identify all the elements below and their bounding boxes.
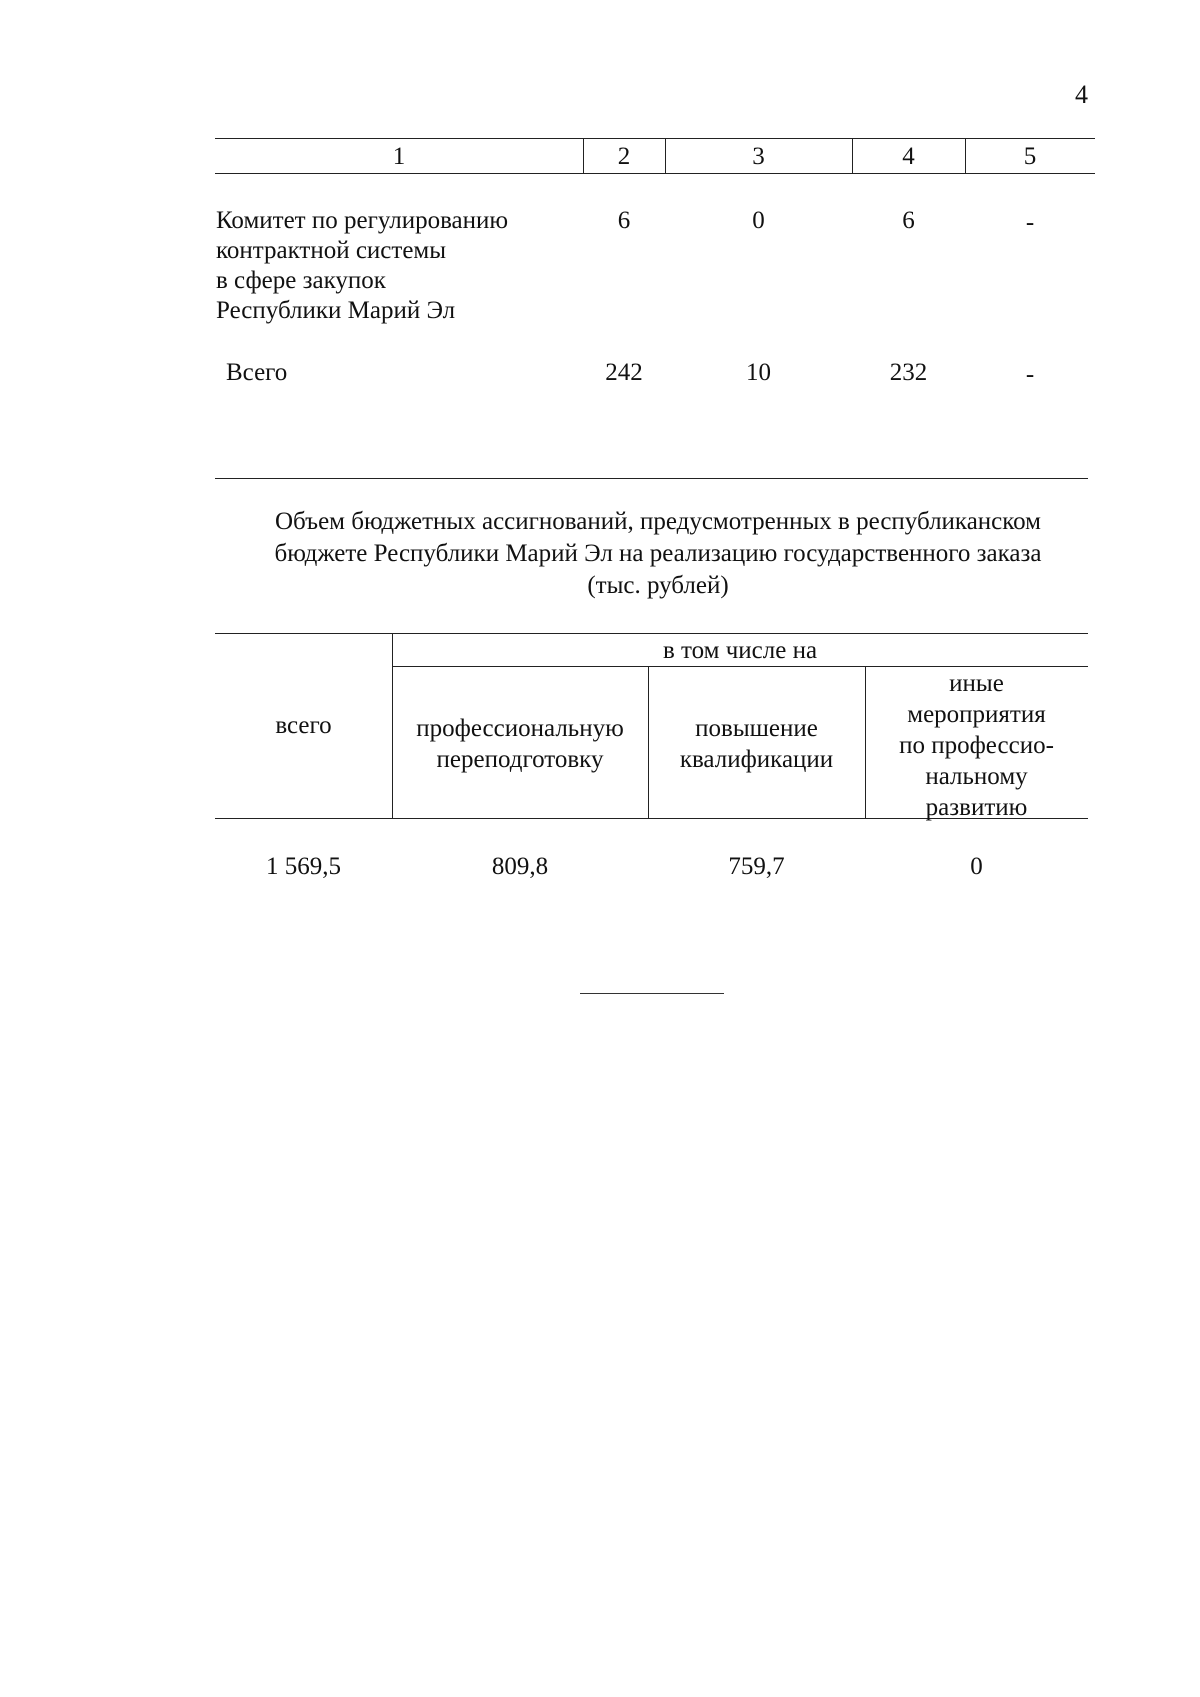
col-number-3: 3 <box>752 143 765 170</box>
table-1-top-rule <box>215 138 1095 139</box>
budget-caption <box>218 506 1098 602</box>
table-1-bottom-rule <box>215 478 1088 479</box>
table-2-top-rule <box>215 633 1088 634</box>
row-value-col5: - <box>1025 361 1035 388</box>
row-name: Комитет по регулированию контрактной системы в сфере закупок Республики Марий Эл <box>216 207 509 324</box>
row-value-col3: 10 <box>746 359 771 386</box>
row-value-col4: 6 <box>902 207 915 234</box>
row-value-col5: - <box>1025 209 1035 236</box>
col-number-1: 1 <box>392 143 406 170</box>
value-retraining: 809,8 <box>491 853 549 880</box>
end-rule <box>580 993 724 994</box>
value-qualification: 759,7 <box>728 853 785 880</box>
table-2-group-rule <box>392 666 1088 667</box>
row-value-col2: 242 <box>605 359 643 386</box>
caption-line-3: (тыс. рублей) <box>587 572 729 599</box>
row-value-col3: 0 <box>752 207 765 234</box>
col-number-4: 4 <box>902 143 915 170</box>
header-qualification: повышение квалификации <box>679 715 834 773</box>
header-group: в том числе на <box>662 637 818 664</box>
value-total: 1 569,5 <box>266 853 341 880</box>
row-value-col2: 6 <box>617 207 631 234</box>
table-1-header-bottom-rule <box>215 173 1095 174</box>
caption-line-1: Объем бюджетных ассигнований, предусмотренных в республиканском <box>274 508 1041 535</box>
col-number-5: 5 <box>1023 143 1037 170</box>
header-other-activities: иные мероприятия по профессио- нальному развитию <box>899 670 1054 821</box>
header-total: всего <box>275 712 332 739</box>
value-other-activities: 0 <box>970 853 983 880</box>
col-number-2: 2 <box>617 143 631 170</box>
header-retraining: профессиональную переподготовку <box>416 715 624 773</box>
page-number: 4 <box>1075 80 1088 109</box>
row-value-col4: 232 <box>889 359 928 386</box>
caption-line-2: бюджете Республики Марий Эл на реализацию государственного заказа <box>274 540 1042 567</box>
row-name: Всего <box>226 359 288 386</box>
